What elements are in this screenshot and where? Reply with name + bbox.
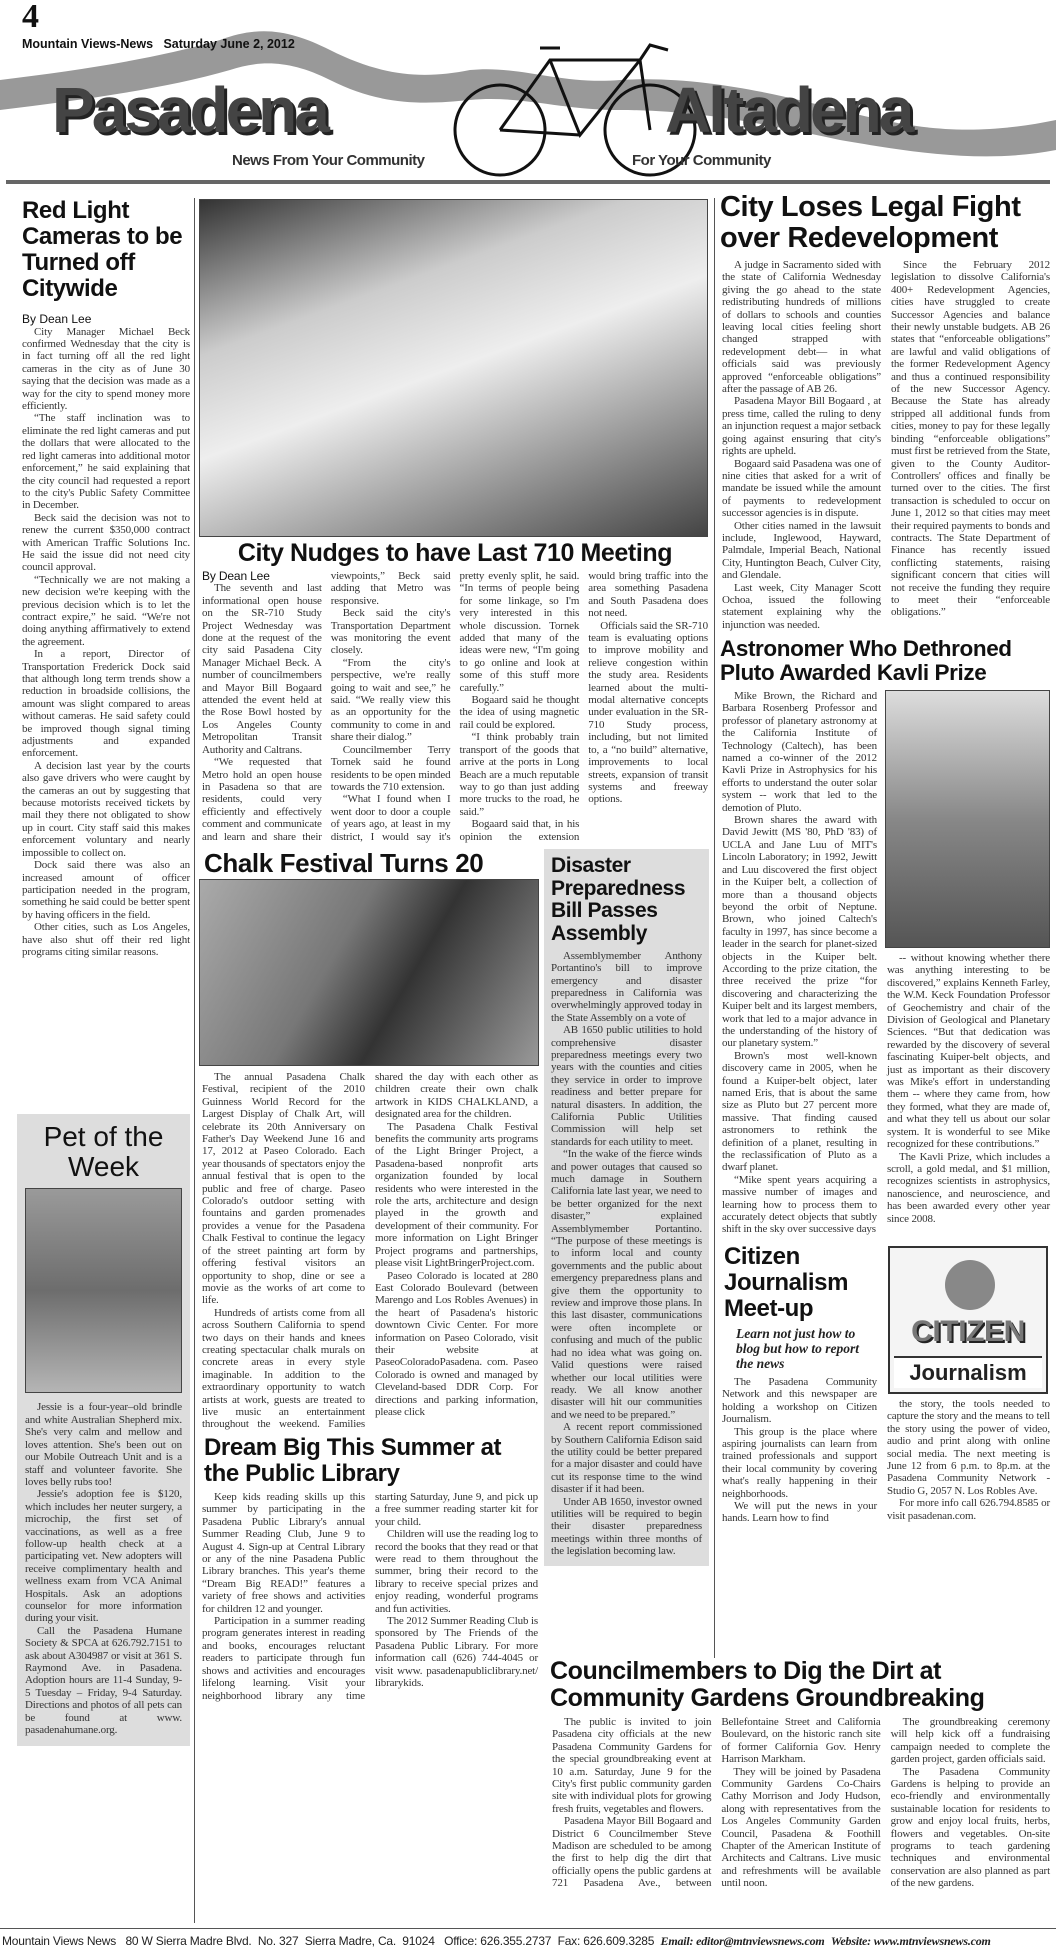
column-divider	[714, 198, 715, 1658]
footer-office: Office: 626.355.2737	[444, 1934, 552, 1948]
mike-brown-photo	[885, 690, 1050, 948]
headline-astronomer: Astronomer Who Dethroned Pluto Awarded Kavli Prize	[720, 636, 1012, 686]
column-divider	[194, 198, 195, 1923]
paragraph: The groundbreaking ceremony will help kick off a fundraising campaign needed to complete the garden project, garden officials said.	[890, 1716, 1050, 1766]
paragraph: Beck said the city's Transportation Department was monitoring the event closely.	[330, 607, 451, 657]
paragraph: We will put the news in your hands. Learn how to find	[722, 1500, 877, 1525]
paragraph: City Manager Michael Beck confirmed Wednesday that the city is in fact turning off all the red light cameras in the city as of June 30 saying that the decision was made as a way for the city to spend money more efficiently.	[22, 325, 190, 413]
paragraph: Since the February 2012 legislation to dissolve California's 400+ Redevelopment Agencies, cities have struggled to create Successor Agencies and balance their newly unstable budgets. AB 26 states that “enforceable obligations” are lawful and valid obligations of the former Redevelopment Agency and thus a continued responsibility of the new Successor Agency. Because the State has already stripped all additional funds from cities, money to pay for these legally binding “enforceable obligations” must first be retrieved from the State, given to the County Auditor-Controllers' offices and finally be turned over to the cities. The first transaction is scheduled to occur on June 1, 2012 so that cities may meet their required payments to bonds and contracts. The State Department of Finance has recently issued conflicting statements, raising significant concern that cities will not receive the funding they require to meet their “enforceable obligations.”	[891, 259, 1050, 619]
paragraph: Pasadena Mayor Bill Bogaard and District 6 Councilmember Steve Madison are scheduled to be among the first to help dig the dirt that officially opens the public gardens at 721 Pasadena Ave., between Bellefontaine Street and California Boulevard, on the historic ranch site of former California Gov. Henry Harrison Markham.	[552, 1716, 881, 1890]
footer-address: 80 W Sierra Madre Blvd. No. 327 Sierra Madre, Ca. 91024	[125, 1934, 435, 1948]
paragraph: Hundreds of artists come from all across Southern California to spend two days on their hands and knees creating spectacular chalk murals on concrete areas in every style imaginable. In addition to the extraordinary opportunity to watch artists at work, guests are treated to live music an entertainment throughout the weekend. Families shared the day with each other as children create their own chalk artwork in KIDS CHALKLAND, a designated area for the children.	[202, 1071, 538, 1431]
article-body	[551, 950, 702, 1558]
paragraph: “We requested that Metro hold an open house in Pasadena so that are residents, could very efficiently and effectively comment and communicate and learn and share their viewpoints,” Beck said adding that Metro was responsive.	[202, 570, 451, 843]
logo-figure	[945, 1260, 995, 1310]
chalk-festival-photo	[199, 879, 539, 1066]
masthead	[0, 0, 1056, 190]
paragraph: A decision last year by the courts also gave drivers who were caught by the cameras an out by suggesting that because motorists received tickets by mail they there not obligated to show up in court. City staff said this makes enforcement voluntary and nearly impossible to collect on.	[22, 759, 190, 859]
paragraph: “Technically we are not making a new decision we're keeping with the previous decision which is to let the contract expire,” he said. “We're not doing anything affirmatively to extend the agreement.	[22, 573, 190, 648]
headline: Disaster Preparedness Bill Passes Assembly	[551, 854, 686, 946]
paragraph: Mike Brown, the Richard and Barbara Rosenberg Professor and professor of planetary astronomy at the California Institute of Technology (Caltech), has been named a co-winner of the 2012 Kavli Prize in Astrophysics for his efforts to understand the outer solar system -- work that led to the demotion of Pluto.	[722, 690, 877, 814]
paragraph: Brown's most well-known discovery came in 2005, when he found a Kuiper-belt object, later named Eris, that is about the same size as Pluto but 27 percent more massive. That finding caused astronomers to rethink the definition of a planet, resulting in the reclassification of Pluto as a dwarf planet.	[722, 1049, 877, 1174]
paragraph: Bogaard said he thought the idea of using magnetic rail could be explored.	[459, 694, 580, 731]
footer-paper: Mountain Views News	[2, 1934, 117, 1948]
paragraph: Bogaard said Pasadena was one of nine cities that asked for a writ of mandate be issued while the amount of payments to redevelopment successor agencies is in dispute.	[722, 457, 882, 520]
article-nudges	[202, 570, 708, 843]
paragraph: Children will use the reading log to record the books that they read or that were read to them throughout the summer, bring their record to the library to receive special prizes and enjoy reading, wonderful programs and fun activities.	[375, 1528, 538, 1615]
logo-pasadena: Pasadena	[52, 74, 327, 146]
paragraph: “From the city's perspective, we're really going to wait and see,” he said. “We really view this as an opportunity for the community to come in and share their dialog.”	[330, 656, 451, 744]
paragraph: Bogaard said that, in his opinion the extension would bring traffic into the area something Pasadena and South Pasadena does not need.	[459, 570, 708, 843]
paragraph: Councilmember Terry Tornek said he found residents to be open minded towards the 710 extension.	[330, 743, 451, 793]
headline-nudges: City Nudges to have Last 710 Meeting	[237, 539, 673, 567]
footer-rule	[0, 1928, 1056, 1929]
tagline-left: News From Your Community	[232, 152, 425, 169]
paragraph: For more info call 626.794.8585 or visit pasadenan.com.	[887, 1497, 1050, 1522]
article-citizen-right	[887, 1398, 1050, 1522]
logo-altadena: Altadena	[665, 74, 912, 146]
paragraph: The annual Pasadena Chalk Festival, recipient of the 2010 Guinness World Record for the Largest Display of Chalk Art, will celebrate its 20th Anniversary on Father's Day Weekend June 16 and 17, 2012 at Paseo Colorado. Each year thousands of spectators enjoy the annual festival that is open to the public and free of charge. Paseo Colorado's outdoor setting with fountains and garden promenades provides a venue for the Pasadena Chalk Festival to continue the legacy of the street painting art form by offering festival visitors an opportunity to shop, dine or see a movie as the works of art come to life.	[202, 1071, 365, 1307]
article-citizen-left	[722, 1376, 877, 1525]
paragraph: the story, the tools needed to capture the story and the means to tell the story using the power of video, audio and print along with online social media. The next meeting is June 12 from 6 p.m. to 8p.m. at the Pasadena Community Network - Studio G, 2057 N. Los Robles Ave.	[887, 1398, 1050, 1497]
logo-citizen-text: CITIZEN	[911, 1315, 1025, 1348]
paragraph: In a report, Director of Transportation Frederick Dock said that although long term trends show a reduction in broadside collisions, the amount was slight compared to areas without cameras. He said safety could be improved though signal timing adjustments and expanded enforcement.	[22, 648, 190, 760]
article-dream-big	[202, 1491, 538, 1702]
paragraph: Keep kids reading skills up this summer by participating in the Pasadena Public Library's annual Summer Reading Club, June 9 to August 4. Sign-up at Central Library or any of the nine Pasadena Public Library branches. This year's theme “Dream Big READ!” features a variety of free shows and activities for children 12 and younger.	[202, 1491, 365, 1615]
paragraph: Beck said the decision was not to renew the current $350,000 contract with American Traffic Solutions Inc. He said the issue did not need city council approval.	[22, 511, 190, 574]
header-rule	[6, 180, 1050, 184]
paragraph: “In the wake of the fierce winds and power outages that caused so much damage in Southern California late last year, we need to be better organized for the next disaster,” explained Assemblymember Portantino. “The purpose of these meetings is to inform local and county governments and the public about emergency preparedness plans and give them the opportunity to review and improve those plans. In this last disaster, communications were often incomplete or confusing and much of the public had no idea what was going on. Valid questions were raised whether our local utilities were ready. We all know another disaster will hit our communities and we need to be prepared.”	[551, 1148, 702, 1421]
dateline: Mountain Views-News Saturday June 2, 2012	[22, 37, 295, 51]
paragraph: Paseo Colorado is located at 280 East Colorado Boulevard (between Marengo and Los Robles Avenues) in the heart of Pasadena's historic downtown Civic Center. For more information on Paseo Colorado, visit their website at PaseoColoradoPasadena. com. Paseo Colorado is owned and managed by Cleveland-based DDR Corp. For directions and parking information, please click	[375, 1269, 538, 1418]
footer-email[interactable]: Email: editor@mtnviewsnews.com	[660, 1934, 825, 1948]
article-body	[25, 1401, 182, 1736]
disaster-box	[544, 849, 709, 1566]
subhead-citizen: Learn not just how to blog but how to report the news	[736, 1326, 860, 1371]
article-astronomer-right	[887, 952, 1050, 1225]
paragraph: -- without knowing whether there was anything interesting to be discovered,” explains Kenneth Farley, the W.M. Keck Foundation Professor of Geochemistry and chair of the Division of Geological and Planetary Sciences. “But that dedication was rewarded by the discovery of several fascinating Kuiper-belt objects, and just as important as their discovery was Mike's effort in understanding them -- where they came from, how they formed, what they are made of, and what they tell us about our solar system. It is wonderful to see Mike recognized for these contributions.”	[887, 952, 1050, 1151]
headline-legal: City Loses Legal Fight over Redevelopment	[720, 191, 1021, 255]
article-chalk	[202, 1071, 538, 1431]
paragraph: Last week, City Manager Scott Ochoa, issued the following statement explaining why the injunction was needed.	[722, 581, 881, 631]
footer-fax: Fax: 626.609.3285	[557, 1934, 655, 1948]
headline-dream-big: Dream Big This Summer at the Public Library	[204, 1434, 502, 1487]
tagline-right: For Your Community	[632, 152, 771, 169]
paragraph: The seventh and last informational open house on the SR-710 Study Project Wednesday was done at the request of the city said Pasadena City Manager Michael Beck. A number of councilmembers and Mayor Bill Bogaard attended the event held at the Rose Bowl hosted by Los Angeles County Metropolitan Transit Authority and Caltrans.	[202, 582, 322, 756]
headline-citizen: Citizen Journalism Meet-up	[724, 1243, 849, 1322]
paragraph: Other cities named in the lawsuit include, Inglewood, Hayward, Palmdale, Imperial Beach, National City, Huntington Beach, Culver City, and Glendale.	[722, 519, 881, 582]
paragraphs	[202, 570, 708, 843]
paragraph: AB 1650 public utilities to hold comprehensive disaster preparedness meetings every two years with the counties and cities they service in order to improve readiness and better prepare for natural disasters. In addition, the California Public Utilities Commission will help set standards for each utility to meet.	[551, 1024, 702, 1148]
byline: By Dean Lee	[202, 569, 270, 583]
headline-gardens: Councilmembers to Dig the Dirt at Community Gardens Groundbreaking	[550, 1657, 985, 1712]
paragraph: Under AB 1650, investor owned utilities will be required to begin their disaster preparedness meetings within three months of the legislation becoming law.	[551, 1495, 702, 1558]
article-body	[202, 570, 708, 843]
paragraph: The Pasadena Chalk Festival benefits the community arts programs of the Light Bringer Project, a Pasadena-based nonprofit arts organization founded by local residents who were interested in the role the arts, architecture and design played in the growth and development of their community. For more information on Light Bringer Project programs and partnerships, please visit LightBringerProject.com.	[375, 1120, 538, 1270]
paragraph: Brown shares the award with David Jewitt (MS '80, PhD '83) of UCLA and Jane Luu of MIT's Lincoln Laboratory; in 1992, Jewitt and Luu discovered the first object in the Kuiper belt, a collection of more than a thousand objects beyond the orbit of Neptune. Brown, who joined Caltech's faculty in 1997, has since become a leader in the search for planet-sized objects in the Kuiper belt. According to the prize citation, the three received the prize “for discovering and characterizing the Kuiper belt and its largest members, work that led to a major advance in the understanding of the history of our planetary system.”	[722, 814, 877, 1050]
paragraph: A judge in Sacramento sided with the state of California Wednesday giving the go ahead to the state redistributing hundreds of millions of dollars to schools and counties leaving local cities feeling short changed strapped with redevelopment debt— in what officials said was previously approved “enforceable obligations” after the passage of AB 26.	[722, 259, 881, 396]
footer	[2, 1934, 1056, 1949]
pet-photo	[25, 1188, 182, 1393]
headline: Red Light Cameras to be Turned off Citywide	[22, 197, 183, 302]
paragraph: Jessie is a four-year–old brindle and white Australian Shepherd mix. She's very calm and mellow and loves attention. She's been out on our Mobile Outreach Unit and is a staff and volunteer favorite. She loves belly rubs too!	[25, 1401, 182, 1488]
paragraph: A recent report commissioned by Southern California Edison said the utility could be better prepared for a major disaster and could have cut its response time to the wind disaster if it had been.	[551, 1421, 702, 1496]
pet-of-the-week-box	[17, 1114, 190, 1746]
paragraph: The 2012 Summer Reading Club is sponsored by The Friends of the Pasadena Public Library. For more information call (626) 744-4045 or visit www. pasadenapubliclibrary.net/ librarykids.	[375, 1615, 538, 1690]
paragraph: The Kavli Prize, which includes a scroll, a gold medal, and $1 million, recognizes scientists in astrophysics, nanoscience, and neuroscience, and has been awarded every other year since 2008.	[887, 1150, 1050, 1225]
paragraph: “What I found when I went door to door a couple of years ago, at least in my district, I would say it's pretty evenly split, he said. “In terms of people being for some linkage, so I'm very interested in this whole discussion. Tornek added that many of the ideas were new, “I'm going to go online and look at some of this stuff more carefully.”	[330, 570, 580, 843]
sr710-meeting-photo	[199, 199, 708, 537]
article-red-light	[22, 198, 190, 958]
article-gardens	[552, 1716, 1050, 1890]
paragraph: Pasadena Mayor Bill Bogaard , at press time, called the ruling to deny an injunction request a major setback going against ensuring that city's rights are upheld.	[722, 395, 881, 458]
paragraph: Other cities, such as Los Angeles, have also shut off their red light programs citing similar reasons.	[22, 921, 190, 958]
page-number: 4	[22, 0, 39, 35]
paragraph: Officials said the SR-710 team is evaluating options to improve mobility and relieve congestion within the study area. Residents learned about the multi-modal alternative concepts under evaluation in the SR-710 Study process, including, but not limited to, a “no build” alternative, improvements to local streets, expansion of transit systems and freeway options.	[588, 619, 708, 806]
paragraph: “I think probably train transport of the goods that arrive at the ports in Long Beach are a much reputable way to go than just adding more trucks to the road, he said.”	[459, 731, 580, 818]
paragraph: Call the Pasadena Humane Society & SPCA at 626.792.7151 to ask about A304987 or visit at 361 S. Raymond Ave. in Pasadena. Adoption hours are 11-4 Sunday, 9-5 Tuesday – Friday, 9-4 Saturday. Directions and photos of all pets can be found at www. pasadenahumane.org.	[25, 1624, 182, 1737]
paragraph: The Pasadena Community Gardens is helping to provide an eco-friendly and environmentally sustainable location for residents to grow and enjoy local fruits, herbs, flowers and vegetables. On-site programs to teach gardening techniques and environmental conservation are also planned as part of the new gardens.	[890, 1765, 1050, 1890]
citizen-journalism-logo	[888, 1246, 1048, 1394]
article-astronomer-left	[722, 690, 877, 1236]
logo-journalism-text: Journalism	[894, 1356, 1042, 1388]
paragraph: Assemblymember Anthony Portantino's bill to improve emergency and disaster preparedness in California was overwhelmingly approved today in the State Assembly on a vote of	[551, 949, 702, 1024]
paragraph: Jessie's adoption fee is $120, which includes her neuter surgery, a microchip, the first set of vaccinations, as well as a free follow-up health check at a participating vet. New adopters will receive complimentary health and wellness exam from VCA Animal Hospitals. Ask an adoptions counselor for more information during your visit.	[25, 1488, 182, 1625]
paragraph: “The staff inclination was to eliminate the red light cameras and put the dollars that were allocated to the red light cameras into additional motor enforcement,” he said explaining that the city council had requested a report to the city's Public Safety Committee in December.	[22, 412, 190, 512]
paragraph: “Mike spent years acquiring a massive number of images and learning how to process them to accurately detect objects that subtly shift in the sky over successive days	[722, 1173, 877, 1236]
paragraph: Participation in a summer reading program generates interest in reading and books, encourages reluctant readers to participate through fun shows and activities and encourages lifelong learning. Visit your neighborhood library any time starting Saturday, June 9, and pick up a free summer reading starter kit for your child.	[202, 1491, 538, 1702]
paragraph: The Pasadena Community Network and this newspaper are holding a workshop on Citizen Journalism.	[722, 1376, 877, 1426]
footer-website[interactable]: Website: www.mtnviewsnews.com	[830, 1934, 991, 1948]
headline-chalk: Chalk Festival Turns 20	[204, 848, 484, 878]
paragraph: Dock said there was also an increased amount of officer participation needed in the program, something he said could be better spent by having officers in the field.	[22, 859, 190, 921]
paragraph: They will be joined by Pasadena Community Gardens Co-Chairs Cathy Morrison and Jody Hudson, along with representatives from the Los Angeles Community Garden Council, Pasadena & Foothill Chapter of the American Institute of Architects and Caltrans. Live music and refreshments will be available until noon.	[721, 1765, 881, 1890]
article-legal	[722, 259, 1050, 631]
byline: By Dean Lee	[22, 311, 92, 326]
paragraph: The public is invited to join Pasadena city officials at the new Pasadena Community Gardens for the special groundbreaking event at 10 a.m. Saturday, June 9 for the City's first public community garden site with individual plots for growing fresh fruits, vegetables and flowers.	[552, 1716, 712, 1815]
headline: Pet of the Week	[43, 1121, 164, 1183]
article-body	[22, 326, 190, 959]
paragraph: This group is the place where aspiring journalists can learn from trained professionals and support their local community by covering what's really happening in their neighborhoods.	[722, 1425, 877, 1500]
